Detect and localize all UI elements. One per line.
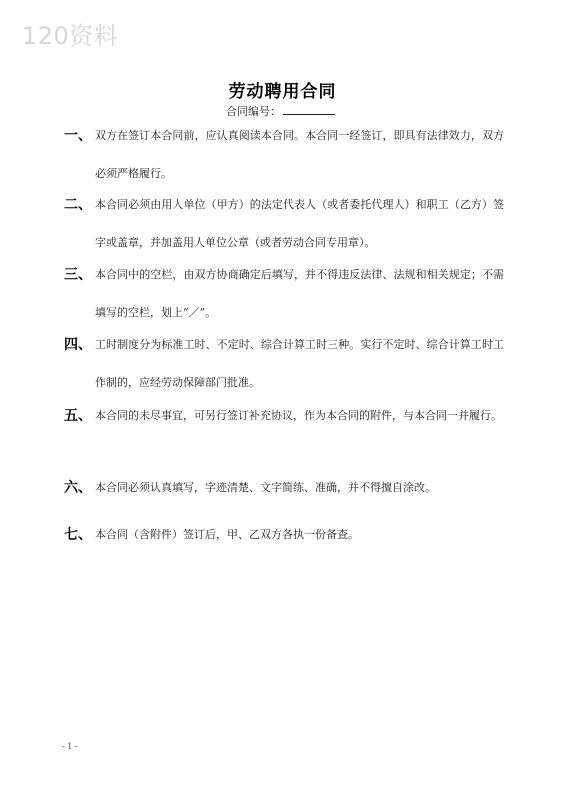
clause-text: 本合同必须认真填写，字迹清楚、文字简练、准确，并不得擅自涂改。: [95, 481, 436, 494]
clause-7: [64, 516, 504, 554]
clause-number: 一、: [64, 128, 92, 144]
clause-number: 三、: [64, 267, 92, 283]
clause-text: 本合同中的空栏，由双方协商确定后填写，并不得违反法律、法规和相关规定；不需填写的空栏，划上“／”。: [95, 268, 504, 319]
document-title: 劳动聘用合同: [228, 82, 337, 102]
clause-1: [64, 117, 504, 193]
watermark: 120资料: [22, 22, 119, 50]
clause-text: 双方在签订本合同前，应认真阅读本合同。本合同一经签订，即具有法律效力，双方必须严格履行。: [95, 129, 504, 180]
page-number: - 1 -: [62, 742, 78, 751]
contract-number-blank: [283, 104, 335, 115]
clause-5: [64, 397, 504, 435]
contract-number-label: 合同编号：: [226, 105, 281, 118]
clause-text: 本合同（含附件）签订后，甲、乙双方各执一份备查。: [95, 528, 359, 541]
clause-4: [64, 326, 504, 402]
clause-number: 七、: [64, 527, 92, 543]
clause-number: 四、: [64, 337, 92, 353]
clause-number: 五、: [64, 408, 92, 424]
clause-3: [64, 256, 504, 332]
clause-text: 工时制度分为标准工时、不定时、综合计算工时三种。实行不定时、综合计算工时工作制的，应经劳动保障部门批准。: [95, 338, 504, 389]
clause-number: 六、: [64, 480, 92, 496]
clause-text: 本合同的未尽事宜，可另行签订补充协议，作为本合同的附件，与本合同一并履行。: [95, 409, 502, 422]
clause-6: [64, 469, 504, 507]
clause-2: [64, 186, 504, 262]
clause-text: 本合同必须由用人单位（甲方）的法定代表人（或者委托代理人）和职工（乙方）签字或盖章，并加盖用人单位公章（或者劳动合同专用章）。: [95, 198, 504, 249]
clause-number: 二、: [64, 197, 92, 213]
